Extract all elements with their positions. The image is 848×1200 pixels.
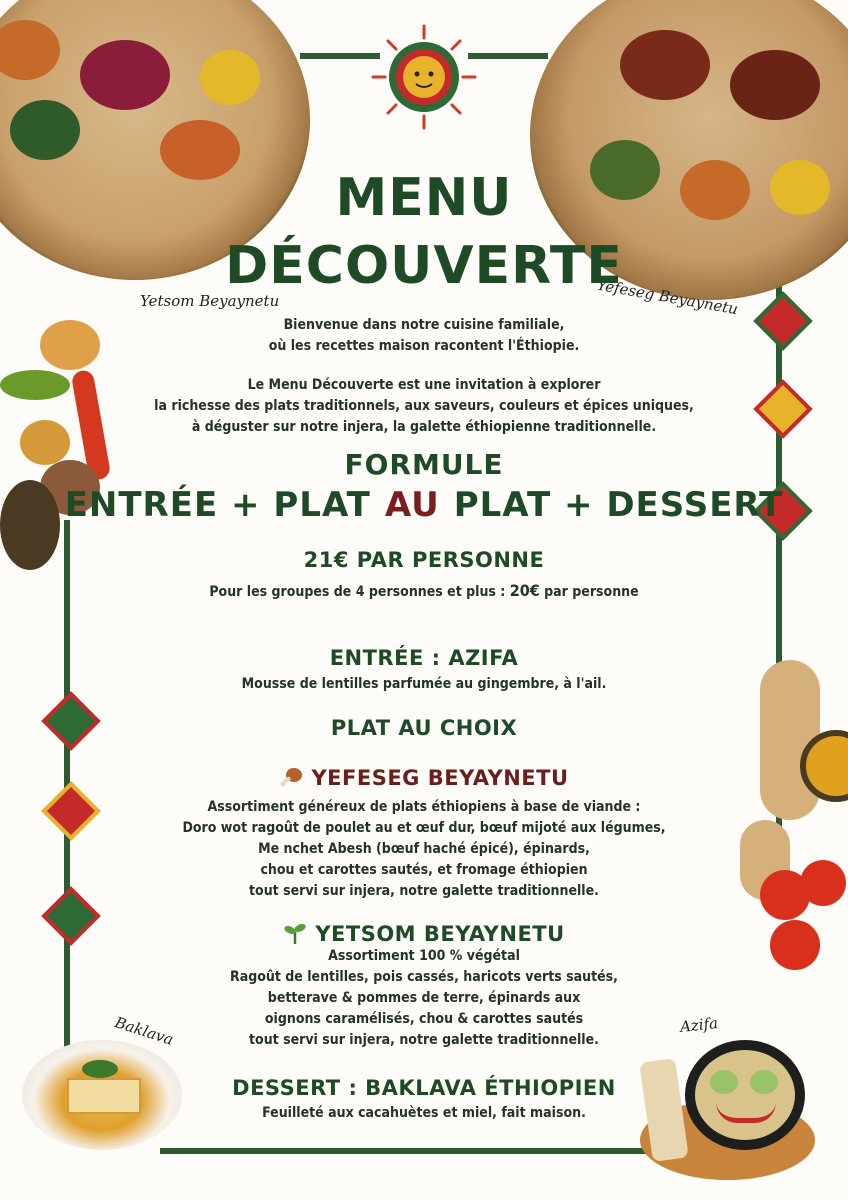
plat2-description [0,946,848,1051]
caption-top-right: Yefeseg Beyaynetu [595,275,740,319]
plat2-line: betterave & pommes de terre, épinards aux [267,990,581,1006]
intro-line: où les recettes maison racontent l'Éthiopie. [268,338,580,354]
plat2-title: YETSOM BEYAYNETU [315,922,565,946]
formule-line [0,485,848,525]
entree-title: ENTRÉE : AZIFA [329,646,519,670]
entree-description: Mousse de lentilles parfumée au gingembre, à l'ail. [241,676,607,692]
plat2-heading [0,922,848,946]
plat2-line: Ragoût de lentilles, pois cassés, haricots verts sautés, [230,969,618,985]
plat-heading: PLAT AU CHOIX [330,716,518,740]
frame-top-left [300,53,380,59]
dessert-title: DESSERT : BAKLAVA ÉTHIOPIEN [232,1076,616,1100]
frame-bottom [160,1148,660,1154]
price-main: 21€ PAR PERSONNE [303,548,545,572]
description-line: à déguster sur notre injera, la galette éthiopienne traditionnelle. [191,419,657,435]
group-price-text [0,580,848,603]
intro-line: Bienvenue dans notre cuisine familiale, [283,317,565,333]
plat1-line: tout servi sur injera, notre galette traditionnelle. [249,883,599,899]
plat2-line: oignons caramélisés, chou & carottes sautés [264,1011,584,1027]
plat1-line: Me nchet Abesh (bœuf haché épicé), épinards, [258,841,590,857]
dessert-description: Feuilleté aux cacahuètes et miel, fait maison. [262,1105,586,1121]
plat1-line: Doro wot ragoût de poulet au et œuf dur, bœuf mijoté aux légumes, [182,820,666,836]
group-price-suffix: par personne [539,584,639,600]
formule-label: FORMULE [344,448,504,481]
formule-right: PLAT + DESSERT [453,485,784,525]
description-line: la richesse des plats traditionnels, aux saveurs, couleurs et épices uniques, [154,398,694,414]
group-price-value: 20€ [509,581,540,600]
plat1-line: chou et carottes sautés, et fromage éthiopien [260,862,588,878]
description-text [0,375,848,438]
chicken-leg-icon [279,766,303,788]
intro-text [0,315,848,357]
sprout-icon [283,922,307,944]
frame-top-right [468,53,548,59]
caption-bottom-right: Azifa [679,1014,719,1036]
plat2-line: Assortiment 100 % végétal [328,948,520,964]
menu-title-line2: DÉCOUVERTE [225,236,623,296]
plat1-description [0,797,848,902]
sun-logo-icon [369,22,479,132]
plat1-heading [0,766,848,790]
description-line: Le Menu Découverte est une invitation à explorer [247,377,601,393]
plat1-line: Assortiment généreux de plats éthiopiens à base de viande : [207,799,641,815]
caption-bottom-left: Baklava [112,1013,176,1049]
menu-title-line1: MENU [335,168,513,228]
formule-middle: AU [384,485,440,525]
plat1-title: YEFESEG BEYAYNETU [311,766,569,790]
group-price-label: Pour les groupes de 4 personnes et plus : [209,584,510,600]
formule-left: ENTRÉE + PLAT [64,485,371,525]
plat2-line: tout servi sur injera, notre galette traditionnelle. [249,1032,599,1048]
caption-top-left: Yetsom Beyaynetu [140,292,280,310]
